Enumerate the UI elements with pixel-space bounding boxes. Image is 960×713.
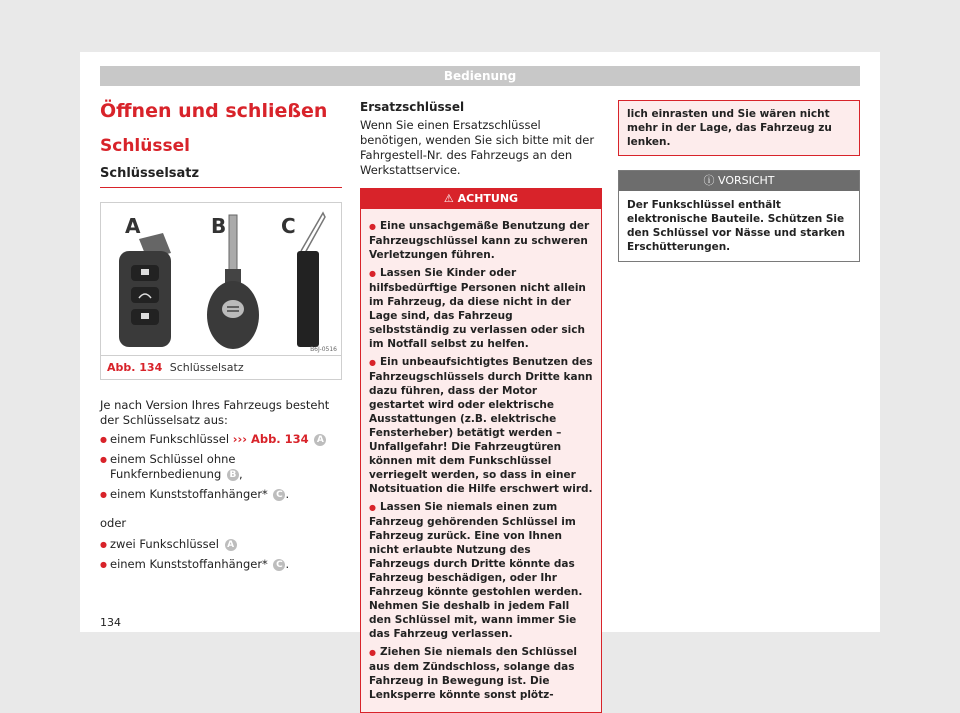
figure-label-a: A <box>125 214 141 238</box>
subsection-title: Schlüsselsatz <box>100 166 342 188</box>
list-item-text: einem Schlüssel ohne Funkfernbedienung <box>110 452 236 481</box>
caution-box <box>618 170 860 262</box>
oder-text: oder <box>100 516 127 530</box>
key-set-illustration <box>101 203 341 355</box>
column-left <box>100 100 342 577</box>
figure-caption-text: Schlüsselsatz <box>169 361 244 374</box>
section-title: Schlüssel <box>100 136 190 156</box>
list-item-end: , <box>238 467 243 481</box>
column-right <box>618 100 860 262</box>
figure-number: Abb. 134 <box>107 361 163 374</box>
figure-code: B6J-0516 <box>310 346 337 353</box>
figure-reference-link[interactable]: ››› Abb. 134 <box>232 432 309 446</box>
list-item <box>100 452 342 482</box>
key-list-2 <box>100 537 342 572</box>
list-item-end: . <box>285 557 290 571</box>
badge-a: A <box>314 434 326 446</box>
section-header: Bedienung <box>100 66 860 86</box>
caution-header <box>619 171 859 191</box>
page-number: 134 <box>100 616 121 629</box>
list-item-text: einem Kunststoffanhänger* <box>110 487 268 501</box>
badge-a: A <box>225 539 237 551</box>
warning-list <box>369 219 593 702</box>
warning-item: ● Eine unsachgemäße Benutzung der Fahrzeugschlüssel kann zu schweren Verletzungen führen. <box>369 219 593 262</box>
list-item <box>100 487 342 502</box>
spare-key-text: Wenn Sie einen Ersatzschlüssel benötigen, wenden Sie sich bitte mit der Fahrgestell-Nr. des Fahrzeugs an den Werkstattservice. <box>360 118 595 177</box>
list-item-end: . <box>285 487 290 501</box>
warning-item: ● Lassen Sie Kinder oder hilfsbedürftige Personen nicht allein im Fahrzeug, da diese nicht in der Lage sind, das Fahrzeug selbstständig zu verlassen oder sich im Notfall selbst zu helfen. <box>369 266 593 351</box>
spare-key-heading: Ersatzschlüssel <box>360 100 465 114</box>
warning-triangle-icon: ⚠ <box>443 192 454 205</box>
key-set-drawing <box>101 203 341 355</box>
column-middle <box>360 100 602 713</box>
list-item-text: einem Kunststoffanhänger* <box>110 557 268 571</box>
page-title: Öffnen und schließen <box>100 100 328 122</box>
badge-b: B <box>227 469 239 481</box>
warning-header <box>361 189 601 209</box>
intro-text: Je nach Version Ihres Fahrzeugs besteht der Schlüsselsatz aus: <box>100 398 330 427</box>
figure-caption <box>101 355 341 379</box>
caution-text: Der Funkschlüssel enthält elektronische Bauteile. Schützen Sie den Schlüssel vor Nässe und starken Erschütterungen. <box>627 199 845 253</box>
warning-item: ● Ziehen Sie niemals den Schlüssel aus dem Zündschloss, solange das Fahrzeug in Bewegung ist. Die Lenksperre könnte sonst plötz- <box>369 645 593 702</box>
badge-c: C <box>273 489 285 501</box>
info-circle-icon: ⓘ <box>703 174 715 187</box>
list-item <box>100 432 342 447</box>
list-item <box>100 557 342 572</box>
caution-label: VORSICHT <box>717 174 775 187</box>
key-set-description <box>100 398 342 572</box>
warning-continuation: lich einrasten und Sie wären nicht mehr in der Lage, das Fahrzeug zu lenken. <box>618 100 860 156</box>
warning-item: ● Ein unbeaufsichtigtes Benutzen des Fahrzeugschlüssels durch Dritte kann dazu führen, dass der Motor gestartet wird oder elektrische Ausstattungen (z.B. elektrische Fensterheber) betätigt werden – Unfallgefahr! Die Fahrzeugtüren können mit dem Funkschlüssel verriegelt werden, so dass in einer Notsituation die Hilfe erschwert wird. <box>369 355 593 496</box>
key-list-1 <box>100 432 342 502</box>
figure-label-c: C <box>281 214 296 238</box>
warning-body <box>361 209 601 712</box>
warning-box <box>360 188 602 713</box>
warning-label: ACHTUNG <box>457 192 519 205</box>
warning-item: ● Lassen Sie niemals einen zum Fahrzeug gehörenden Schlüssel im Fahrzeug zurück. Eine von Ihnen nicht erlaubte Nutzung des Fahrzeugs durch Dritte könnte das Fahrzeug beschädigen, oder Ihr Fahrzeug könnte gestohlen werden. Nehmen Sie deshalb in jedem Fall den Schlüssel mit, wann immer Sie das Fahrzeug verlassen. <box>369 500 593 641</box>
list-item <box>100 537 342 552</box>
list-item-text: zwei Funkschlüssel <box>110 537 219 551</box>
figure-key-set <box>100 202 342 380</box>
list-item-text: einem Funkschlüssel <box>110 432 230 446</box>
figure-label-b: B <box>211 214 227 238</box>
badge-c: C <box>273 559 285 571</box>
